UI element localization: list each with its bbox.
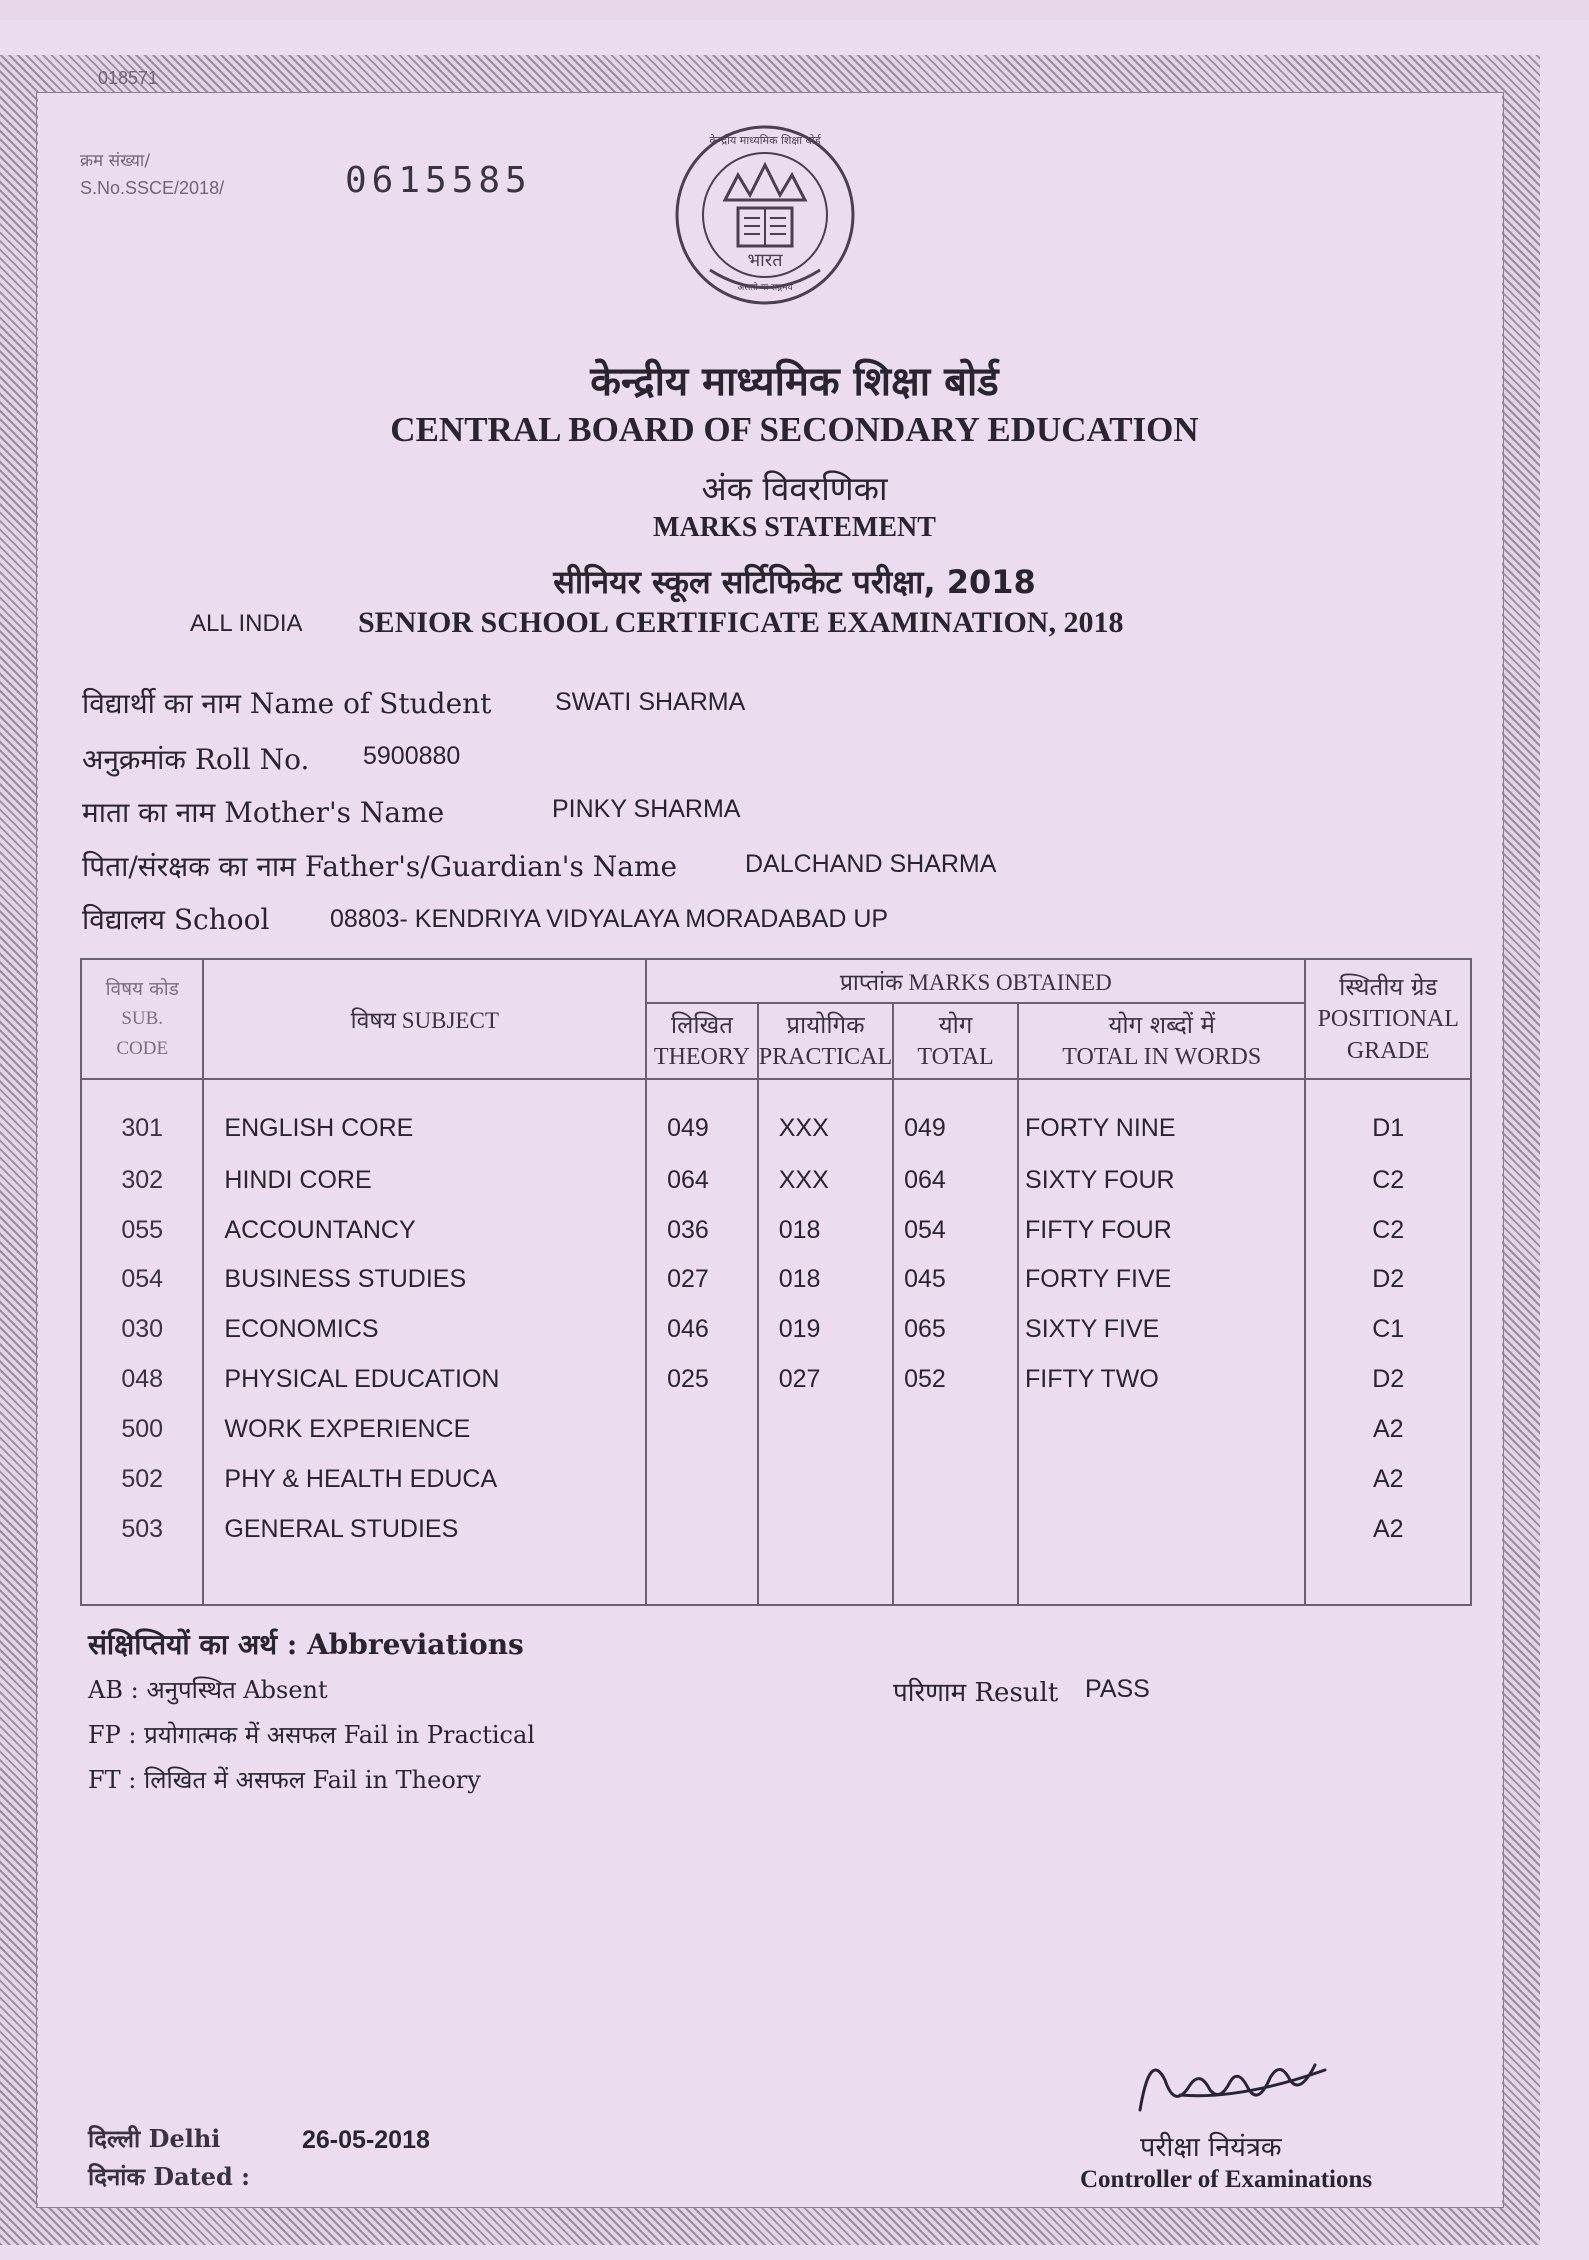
total-in-words: SIXTY FIVE [1018, 1305, 1305, 1355]
practical-marks: 018 [758, 1255, 893, 1305]
student-name-label: विद्यार्थी का नाम Name of Student [82, 687, 492, 720]
table-row [81, 1355, 1471, 1405]
board-title-en: CENTRAL BOARD OF SECONDARY EDUCATION [390, 410, 1199, 449]
col-theory-en: THEORY [653, 1044, 750, 1070]
total-marks: 052 [893, 1355, 1018, 1405]
result-value: PASS [1085, 1675, 1150, 1703]
theory-marks [646, 1454, 758, 1504]
roll-number: 5900880 [363, 742, 461, 770]
positional-grade: C2 [1305, 1155, 1471, 1205]
controller-title-en: Controller of Examinations [1080, 2166, 1373, 2193]
positional-grade: D1 [1305, 1079, 1471, 1155]
table-filler-row [81, 1554, 1471, 1605]
table-row [81, 1255, 1471, 1305]
sub-code: 503 [81, 1504, 203, 1554]
col-practical-en: PRACTICAL [758, 1044, 893, 1070]
sub-code: 502 [81, 1454, 203, 1504]
cbse-seal-icon [670, 120, 860, 310]
col-code-header [81, 959, 203, 1079]
subject-name: PHYSICAL EDUCATION [203, 1355, 646, 1405]
positional-grade: A2 [1305, 1405, 1471, 1455]
sub-code: 055 [81, 1205, 203, 1255]
signature-icon [1120, 2040, 1340, 2130]
sub-code: 301 [81, 1079, 203, 1155]
total-in-words: SIXTY FOUR [1018, 1155, 1305, 1205]
roll-label: अनुक्रमांक Roll No. [82, 743, 310, 776]
table-row [81, 1405, 1471, 1455]
abbrev-absent: AB : अनुपस्थित Absent [88, 1676, 328, 1704]
positional-grade: A2 [1305, 1454, 1471, 1504]
theory-marks [646, 1504, 758, 1554]
total-marks: 045 [893, 1255, 1018, 1305]
sub-code: 500 [81, 1405, 203, 1455]
total-in-words [1018, 1504, 1305, 1554]
col-grade-header [1305, 959, 1471, 1079]
col-words-en: TOTAL IN WORDS [1062, 1044, 1262, 1070]
marks-table [80, 958, 1472, 1606]
positional-grade: C2 [1305, 1205, 1471, 1255]
positional-grade: D2 [1305, 1355, 1471, 1405]
total-in-words [1018, 1405, 1305, 1455]
subject-name: BUSINESS STUDIES [203, 1255, 646, 1305]
total-marks: 065 [893, 1305, 1018, 1355]
abbrev-fail-theory: FT : लिखित में असफल Fail in Theory [88, 1766, 481, 1794]
col-total-en: TOTAL [917, 1044, 994, 1070]
abbrev-fail-practical: FP : प्रयोगात्मक में असफल Fail in Practical [88, 1721, 535, 1749]
total-marks [893, 1504, 1018, 1554]
theory-marks: 036 [646, 1205, 758, 1255]
practical-marks: 019 [758, 1305, 893, 1355]
col-grade-en1: POSITIONAL [1317, 1006, 1459, 1032]
seal-country: भारत [747, 250, 783, 271]
col-grade-hi: स्थितीय ग्रेड [1339, 973, 1438, 1001]
total-in-words: FORTY FIVE [1018, 1255, 1305, 1305]
sub-code: 030 [81, 1305, 203, 1355]
total-marks [893, 1405, 1018, 1455]
practical-marks [758, 1504, 893, 1554]
theory-marks: 046 [646, 1305, 758, 1355]
col-words-hi: योग शब्दों में [1108, 1011, 1215, 1039]
statement-title-en: MARKS STATEMENT [653, 512, 936, 543]
col-theory-header [646, 1003, 758, 1079]
board-title-hi: केन्द्रीय माध्यमिक शिक्षा बोर्ड [590, 359, 999, 405]
col-subject-header: विषय SUBJECT [203, 959, 646, 1079]
exam-title-en: SENIOR SCHOOL CERTIFICATE EXAMINATION, 2018 [358, 606, 1124, 639]
total-in-words [1018, 1454, 1305, 1504]
serial-label-en: S.No.SSCE/2018/ [80, 178, 225, 198]
theory-marks: 064 [646, 1155, 758, 1205]
issue-date: 26-05-2018 [302, 2126, 430, 2154]
theory-marks: 049 [646, 1079, 758, 1155]
subject-name: ECONOMICS [203, 1305, 646, 1355]
subject-name: PHY & HEALTH EDUCA [203, 1454, 646, 1504]
table-row [81, 1205, 1471, 1255]
col-marks-header: प्राप्तांक MARKS OBTAINED [646, 959, 1305, 1003]
serial-label-hi: क्रम संख्या/ [80, 151, 151, 171]
father-name-label: पिता/संरक्षक का नाम Father's/Guardian's Name [82, 850, 678, 883]
region-label: ALL INDIA [190, 610, 303, 637]
school-name: 08803- KENDRIYA VIDYALAYA MORADABAD UP [330, 905, 889, 933]
col-practical-header [758, 1003, 893, 1079]
practical-marks: XXX [758, 1155, 893, 1205]
table-row [81, 1504, 1471, 1554]
sub-code: 054 [81, 1255, 203, 1305]
sub-code: 302 [81, 1155, 203, 1205]
seal-motto: असतो मा सद्गमय [737, 283, 793, 293]
dated-label: दिनांक Dated : [88, 2162, 250, 2191]
student-name: SWATI SHARMA [555, 688, 746, 716]
practical-marks: 027 [758, 1355, 893, 1405]
table-row [81, 1155, 1471, 1205]
mother-name-label: माता का नाम Mother's Name [82, 796, 445, 829]
total-marks: 054 [893, 1205, 1018, 1255]
col-code-hi: विषय कोड [105, 978, 179, 1000]
mother-name: PINKY SHARMA [552, 795, 741, 823]
positional-grade: A2 [1305, 1504, 1471, 1554]
positional-grade: D2 [1305, 1255, 1471, 1305]
total-in-words: FORTY NINE [1018, 1079, 1305, 1155]
table-row [81, 1454, 1471, 1504]
subject-name: GENERAL STUDIES [203, 1504, 646, 1554]
table-row [81, 1079, 1471, 1155]
total-marks: 049 [893, 1079, 1018, 1155]
col-practical-hi: प्रायोगिक [786, 1011, 865, 1039]
table-row [81, 1305, 1471, 1355]
theory-marks: 027 [646, 1255, 758, 1305]
positional-grade: C1 [1305, 1305, 1471, 1355]
col-code-en2: CODE [116, 1038, 169, 1059]
practical-marks: 018 [758, 1205, 893, 1255]
result-label: परिणाम Result [893, 1678, 1059, 1708]
abbreviations-title: संक्षिप्तियों का अर्थ : Abbreviations [88, 1628, 524, 1661]
place-label: दिल्ली Delhi [88, 2124, 221, 2153]
total-in-words: FIFTY TWO [1018, 1355, 1305, 1405]
exam-title-hi: सीनियर स्कूल सर्टिफिकेट परीक्षा, 2018 [553, 563, 1036, 601]
subject-name: WORK EXPERIENCE [203, 1405, 646, 1455]
school-label: विद्यालय School [82, 903, 270, 936]
subject-name: HINDI CORE [203, 1155, 646, 1205]
practical-marks [758, 1454, 893, 1504]
statement-title-hi: अंक विवरणिका [701, 469, 888, 508]
col-total-hi: योग [938, 1011, 973, 1039]
col-code-en1: SUB. [121, 1008, 164, 1029]
subject-name: ACCOUNTANCY [203, 1205, 646, 1255]
theory-marks [646, 1405, 758, 1455]
practical-marks: XXX [758, 1079, 893, 1155]
top-number: 018571 [98, 68, 159, 88]
total-marks [893, 1454, 1018, 1504]
total-marks: 064 [893, 1155, 1018, 1205]
father-name: DALCHAND SHARMA [745, 850, 997, 878]
subject-name: ENGLISH CORE [203, 1079, 646, 1155]
serial-number: 0615585 [345, 160, 532, 201]
sub-code: 048 [81, 1355, 203, 1405]
col-grade-en2: GRADE [1346, 1038, 1430, 1064]
controller-title-hi: परीक्षा नियंत्रक [1140, 2132, 1282, 2163]
total-in-words: FIFTY FOUR [1018, 1205, 1305, 1255]
practical-marks [758, 1405, 893, 1455]
seal-ring-text: केन्द्रीय माध्यमिक शिक्षा बोर्ड [709, 134, 821, 147]
col-words-header [1018, 1003, 1305, 1079]
col-theory-hi: लिखित [670, 1011, 733, 1039]
theory-marks: 025 [646, 1355, 758, 1405]
col-total-header [893, 1003, 1018, 1079]
